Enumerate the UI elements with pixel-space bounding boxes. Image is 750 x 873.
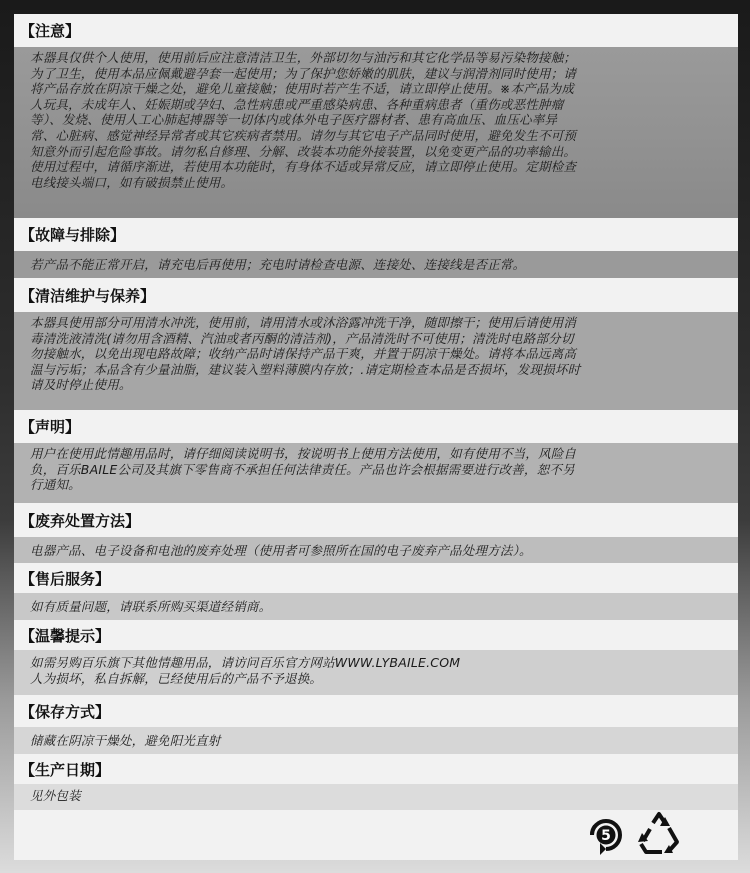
section-title-troubleshooting: 【故障与排除】 [14, 218, 738, 251]
manual-panel [14, 14, 738, 860]
section-body-storage: 储藏在阴凉干燥处，避免阳光直射 [14, 727, 738, 754]
section-title-after-sales: 【售后服务】 [14, 563, 738, 593]
section-body-tips: 如需另购百乐旗下其他情趣用品，请访问百乐官方网站WWW.LYBAILE.COM 人为损坏，私自拆解，已经使用后的产品不予退换。 [14, 650, 738, 695]
epup-5-year-icon [582, 813, 630, 857]
section-caution [14, 14, 738, 218]
section-body-disposal: 电器产品、电子设备和电池的废弃处理（使用者可参照所在国的电子废弃产品处理方法）。 [14, 537, 738, 563]
section-body-after-sales: 如有质量问题，请联系所购买渠道经销商。 [14, 593, 738, 620]
section-title-caution: 【注意】 [14, 14, 738, 47]
section-cleaning [14, 278, 738, 410]
epup-number: 5 [601, 828, 611, 844]
section-tips [14, 620, 738, 695]
section-after-sales [14, 563, 738, 620]
section-disposal [14, 503, 738, 563]
section-title-cleaning: 【清洁维护与保养】 [14, 278, 738, 312]
section-body-cleaning: 本器具使用部分可用清水冲洗，使用前，请用清水或沐浴露冲洗干净，随即擦干；使用后请使用消 毒清洗液清洗(请勿用含酒精、汽油或者丙酮的清洁剂)，产品清洗时不可使用；清洗时电路部分切 勿接触水，以免出现电路故障；收纳产品时请保持产品干爽，并置于阴凉干燥处。请将本品远离高 温与污垢；本品含有少量油脂，建议装入塑料薄膜内存放；.请定期检查本品是否损坏，发现损坏时 请及时停止使用。 [14, 312, 738, 410]
section-title-statement: 【声明】 [14, 410, 738, 443]
section-body-production-date: 见外包装 [14, 784, 738, 810]
section-title-disposal: 【废弃处置方法】 [14, 503, 738, 537]
section-body-troubleshooting: 若产品不能正常开启，请充电后再使用；充电时请检查电源、连接处、连接线是否正常。 [14, 251, 738, 278]
section-production-date [14, 754, 738, 810]
section-body-caution: 本器具仅供个人使用，使用前后应注意清洁卫生，外部切勿与油污和其它化学品等易污染物接触； 为了卫生，使用本品应佩戴避孕套一起使用；为了保护您娇嫩的肌肤，建议与润滑剂同时使用；请 将产品存放在阴凉干燥之处，避免儿童接触；使用时若产生不适，请立即停止使用。※本产品为成 人玩具，未成年人、妊娠期或孕妇、急性病患或严重感染病患、各种重病患者（重伤或恶性肿瘤 等）、发烧、使用人工心肺起搏器等一切体内或体外电子医疗器材者、患有高血压、血压心率异 常、心脏病、感觉神经异常者或其它疾病者禁用。请勿与其它电子产品同时使用，避免发生不可预 知意外而引起危险事故。请勿私自修理、分解、改装本功能外接装置，以免变更产品的功率输出。 使用过程中，请循序渐进，若使用本功能时，有身体不适或异常反应，请立即停止使用。定期检查 电线接头端口，如有破损禁止使用。 [14, 47, 738, 218]
section-title-tips: 【温馨提示】 [14, 620, 738, 650]
section-title-storage: 【保存方式】 [14, 695, 738, 727]
section-storage [14, 695, 738, 754]
section-title-production-date: 【生产日期】 [14, 754, 738, 784]
recycle-icon [636, 811, 682, 857]
section-statement [14, 410, 738, 503]
section-body-statement: 用户在使用此情趣用品时，请仔细阅读说明书，按说明书上使用方法使用，如有使用不当，风险自 负，百乐BAILE公司及其旗下零售商不承担任何法律责任。产品也许会根据需要进行改善，恕不另 行通知。 [14, 443, 738, 503]
section-troubleshooting [14, 218, 738, 278]
